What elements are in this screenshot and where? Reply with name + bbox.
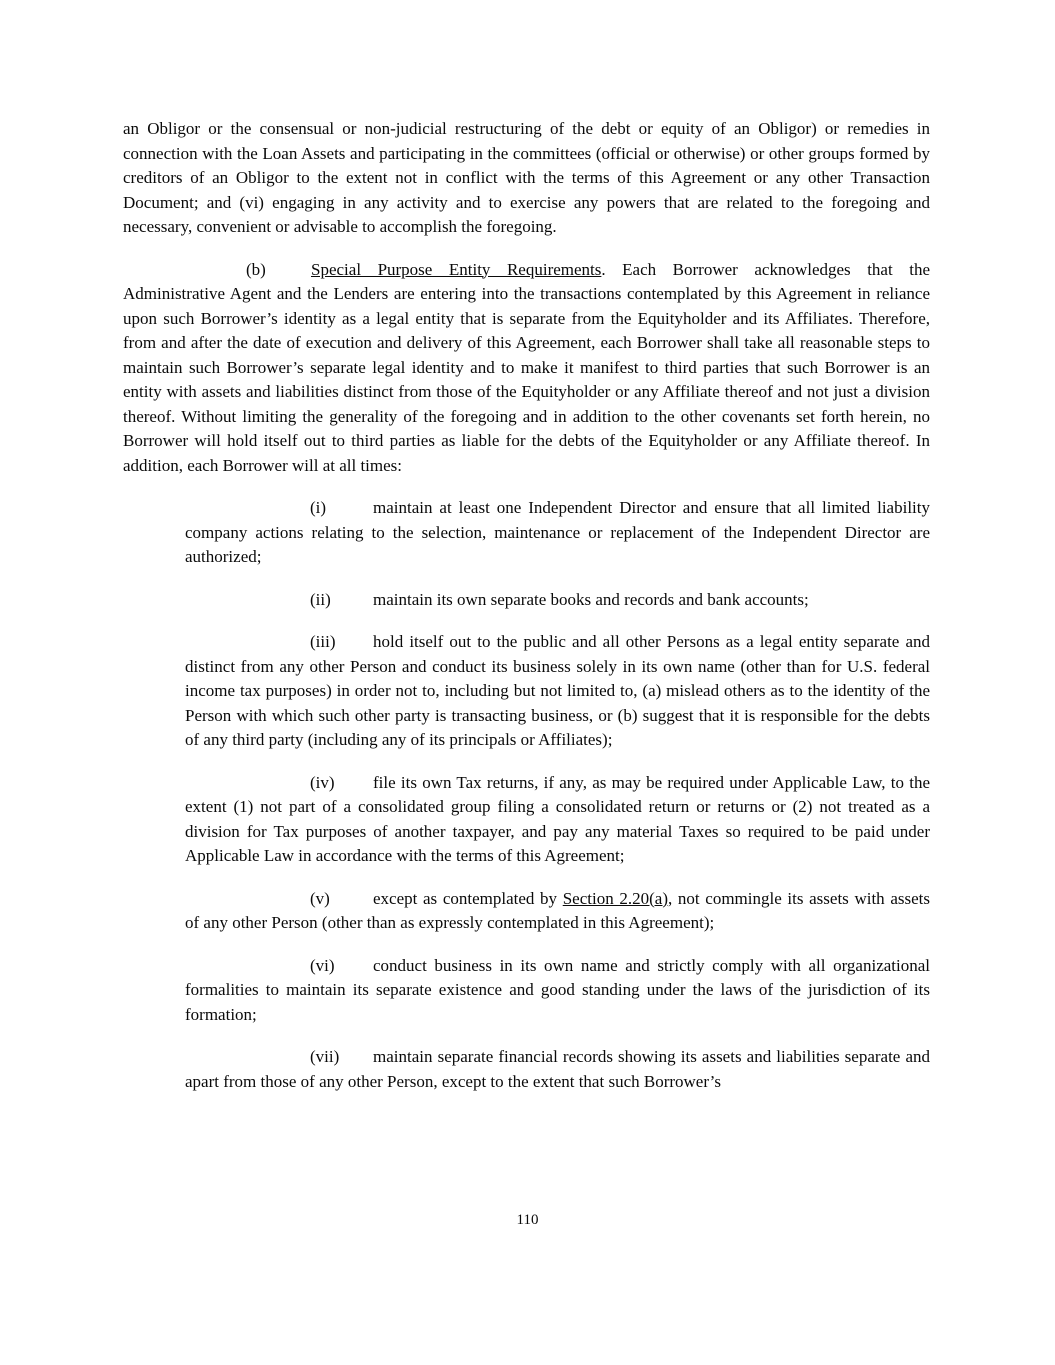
list-item-iv-text: file its own Tax returns, if any, as may be required under Applicable Law, to the extent (1) not part of a consolidated group filing a consolidated return or returns or (2) not treated as a division for Tax purposes of another taxpayer, and pay any material Taxes so required to be paid under Applicable Law in accordance with the terms of this Agreement; xyxy=(185,772,930,865)
list-item-ii-number: (ii) xyxy=(310,589,331,609)
list-item-i-number: (i) xyxy=(310,498,327,517)
list-item-vi xyxy=(185,954,930,1028)
list-item-iii-text: hold itself out to the public and all other Persons as a legal entity separate and distinct from any other Person and conduct its business solely in its own name (other than for U.S. federal income tax purposes) in order not to, including but not limited to, (a) mislead others as to the identity of the Person with which such other party is transacting business, or (b) suggest that it is responsible for the debts of any third party (including any of its principals or Affiliates); xyxy=(185,632,930,749)
list-item-v-text-pre: except as contemplated by xyxy=(373,888,563,908)
list-item-v-number: (v) xyxy=(310,888,330,908)
paragraph-b-body: . Each Borrower acknowledges that the Administrative Agent and the Lenders are entering into the transactions contemplated by this Agreement in reliance upon such Borrower’s identity as a legal entity that is separate from the Equityholder and its Affiliates. Therefore, from and after the date of execution and delivery of this Agreement, each Borrower shall take all reasonable steps to maintain such Borrower’s separate legal identity and to make it manifest to third parties that such Borrower is an entity with assets and liabilities distinct from those of the Equityholder or any Affiliate thereof and not just a division thereof. Without limiting the generality of the foregoing and in addition to the other covenants set forth herein, no Borrower will hold itself out to third parties as liable for the debts of the Equityholder or any Affiliate thereof. In addition, each Borrower will at all times: xyxy=(123,259,930,475)
list-item-iii xyxy=(185,630,930,753)
page-number: 110 xyxy=(516,1212,539,1228)
list-item-iv xyxy=(185,771,930,869)
list-item-i xyxy=(185,496,930,570)
list-item-v-text-post: , not commingle its assets with assets of any other Person (other than as expressly contemplated in this Agreement); xyxy=(185,888,930,932)
list-item-vi-text: conduct business in its own name and strictly comply with all organizational formalities to maintain its separate existence and good standing under the laws of the jurisdiction of its formation; xyxy=(185,955,930,1024)
list-item-ii xyxy=(185,588,930,613)
list-item-vii-number: (vii) xyxy=(310,1047,340,1066)
section-2-20-a-reference: Section 2.20(a) xyxy=(562,888,668,908)
list-item-vi-number: (vi) xyxy=(310,955,335,975)
list-item-vii xyxy=(185,1045,930,1094)
paragraph-b-label: (b) xyxy=(246,259,266,279)
paragraph-b xyxy=(123,258,930,479)
list-item-iv-number: (iv) xyxy=(310,772,335,792)
paragraph-b-heading: Special Purpose Entity Requirements xyxy=(311,259,602,279)
list-item-v xyxy=(185,887,930,936)
list-item-i-text: maintain at least one Independent Director and ensure that all limited liability company actions relating to the selection, maintenance or replacement of the Independent Director are authorized; xyxy=(185,498,930,566)
list-item-vii-text: maintain separate financial records showing its assets and liabilities separate and apart from those of any other Person, except to the extent that such Borrower’s xyxy=(185,1047,930,1091)
list-item-iii-number: (iii) xyxy=(310,632,336,651)
paragraph-continuation: an Obligor or the consensual or non-judicial restructuring of the debt or equity of an Obligor) or remedies in connection with the Loan Assets and participating in the committees (official or otherwise) or other groups formed by creditors of an Obligor to the extent not in conflict with the terms of this Agreement or any other Transaction Document; and (vi) engaging in any activity and to exercise any powers that are related to the foregoing and necessary, convenient or advisable to accomplish the foregoing. xyxy=(123,119,930,236)
list-item-ii-text: maintain its own separate books and records and bank accounts; xyxy=(373,589,809,609)
